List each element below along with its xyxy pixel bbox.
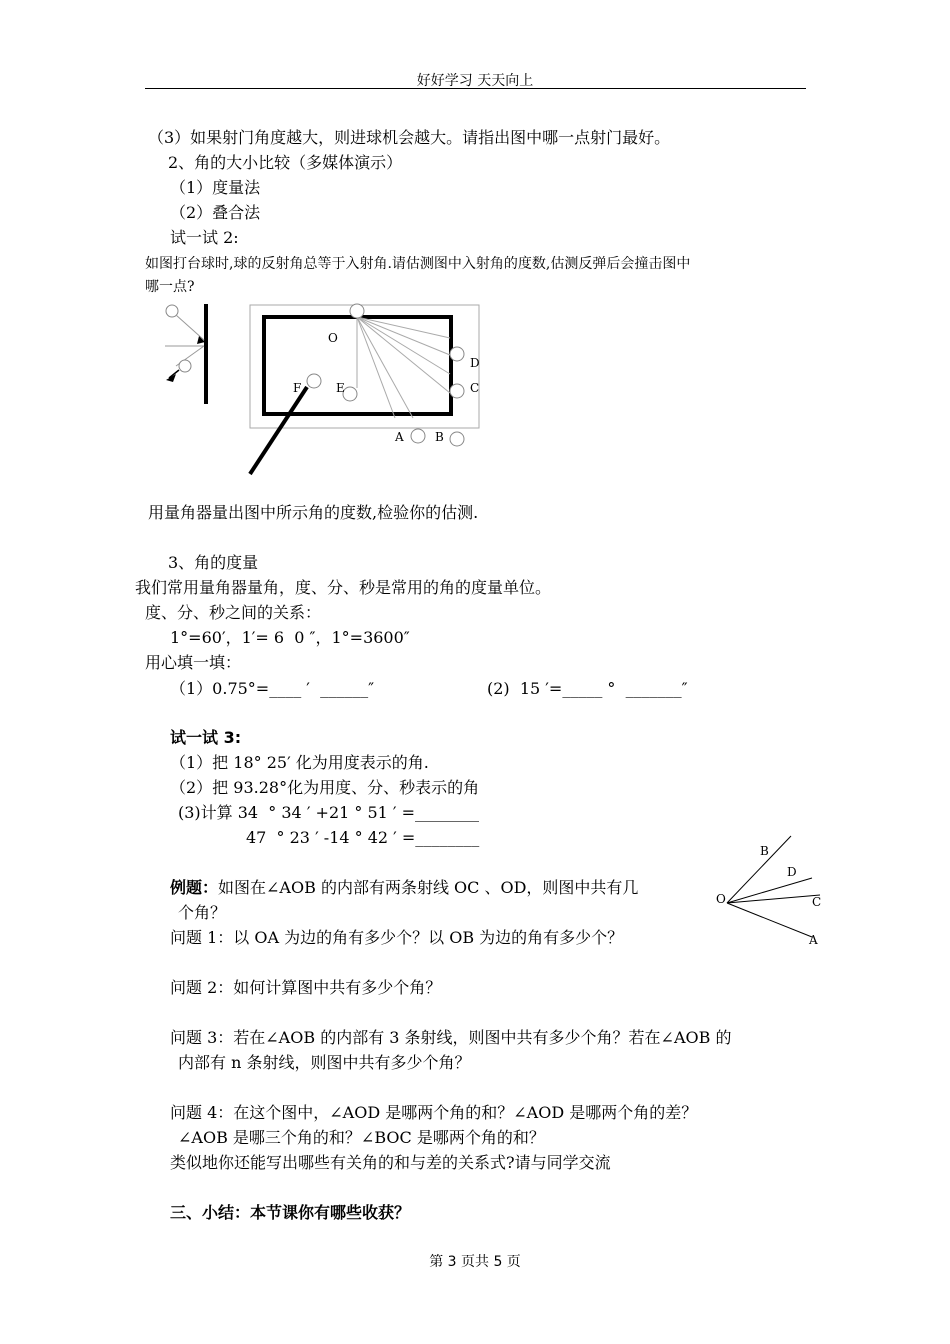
question-line: 问题 2：如何计算图中共有多少个角？ bbox=[170, 978, 442, 997]
label-o: O bbox=[716, 892, 726, 906]
text-line: 类似地你还能写出哪些有关角的和与差的关系式?请与同学交流 bbox=[170, 1153, 611, 1172]
section-heading: 2、角的大小比较（多媒体演示） bbox=[168, 153, 403, 172]
question-line: 内部有 n 条射线，则图中共有多少个角？ bbox=[178, 1053, 471, 1072]
label-c: C bbox=[470, 381, 480, 395]
exercise-item: （1）把 18° 25′ 化为用度表示的角. bbox=[170, 753, 429, 772]
exercise-heading: 试一试 3: bbox=[170, 728, 242, 747]
exercise-item: 47 ° 23 ′ -14 ° 42 ′ =________ bbox=[246, 828, 480, 847]
label-e: E bbox=[336, 381, 345, 395]
exercise-item: (2) 15 ′=_____ ° _______″ bbox=[487, 679, 688, 698]
label-f: F bbox=[293, 381, 302, 395]
label-c: C bbox=[812, 895, 822, 909]
text-line: 度、分、秒之间的关系： bbox=[145, 603, 322, 622]
label-b: B bbox=[435, 430, 444, 444]
page-header: 好好学习 天天向上 bbox=[416, 73, 534, 89]
formula-line: 1°=60′，1′= 6 0 ″，1°=3600″ bbox=[170, 628, 410, 647]
text-line: 如图打台球时,球的反射角总等于入射角.请估测图中入射角的度数,估测反弹后会撞击图中 bbox=[145, 256, 691, 272]
example-label: 例题： bbox=[170, 878, 219, 897]
header-rule bbox=[145, 88, 806, 89]
section-heading: 3、角的度量 bbox=[168, 553, 259, 572]
example-line bbox=[170, 878, 638, 898]
exercise-item: (3)计算 34 ° 34 ′ +21 ° 51 ′ =________ bbox=[178, 803, 480, 822]
label-d: D bbox=[470, 356, 480, 370]
label-o: O bbox=[328, 331, 338, 345]
question-line: 问题 1：以 OA 为边的角有多少个？以 OB 为边的角有多少个？ bbox=[170, 928, 624, 947]
text-line: 个角？ bbox=[178, 903, 227, 922]
text-line: （3）如果射门角度越大，则进球机会越大。请指出图中哪一点射门最好。 bbox=[148, 128, 671, 147]
text-line: 我们常用量角器量角，度、分、秒是常用的角的度量单位。 bbox=[135, 578, 552, 597]
exercise-item: （2）把 93.28°化为用度、分、秒表示的角 bbox=[170, 778, 480, 797]
page-footer: 第 3 页共 5 页 bbox=[429, 1254, 521, 1270]
billiard-table-figure bbox=[245, 300, 485, 480]
text-line: 试一试 2: bbox=[170, 228, 239, 247]
question-line: 问题 3：若在∠AOB 的内部有 3 条射线，则图中共有多少个角？若在∠AOB 的 bbox=[170, 1028, 732, 1047]
reflection-figure bbox=[155, 300, 225, 410]
question-line: 问题 4：在这个图中，∠AOD 是哪两个角的和？∠AOD 是哪两个角的差？ bbox=[170, 1103, 698, 1122]
label-d: D bbox=[787, 865, 797, 879]
summary-heading: 三、小结：本节课你有哪些收获？ bbox=[170, 1203, 411, 1222]
text-line: 用量角器量出图中所示角的度数,检验你的估测. bbox=[148, 503, 479, 522]
angle-figure bbox=[712, 835, 832, 955]
question-line: ∠AOB 是哪三个角的和？∠BOC 是哪两个角的和？ bbox=[178, 1128, 545, 1147]
exercise-item: （1）0.75°=____ ′ ______″ bbox=[170, 679, 375, 698]
text-line: 哪一点? bbox=[145, 279, 195, 295]
label-a: A bbox=[809, 933, 818, 947]
text-line: 用心填一填： bbox=[145, 653, 242, 672]
label-b: B bbox=[760, 844, 769, 858]
example-text: 如图在∠AOB 的内部有两条射线 OC 、OD，则图中共有几 bbox=[218, 878, 639, 897]
text-line: （2）叠合法 bbox=[170, 203, 261, 222]
text-line: （1）度量法 bbox=[170, 178, 261, 197]
label-a: A bbox=[395, 430, 404, 444]
